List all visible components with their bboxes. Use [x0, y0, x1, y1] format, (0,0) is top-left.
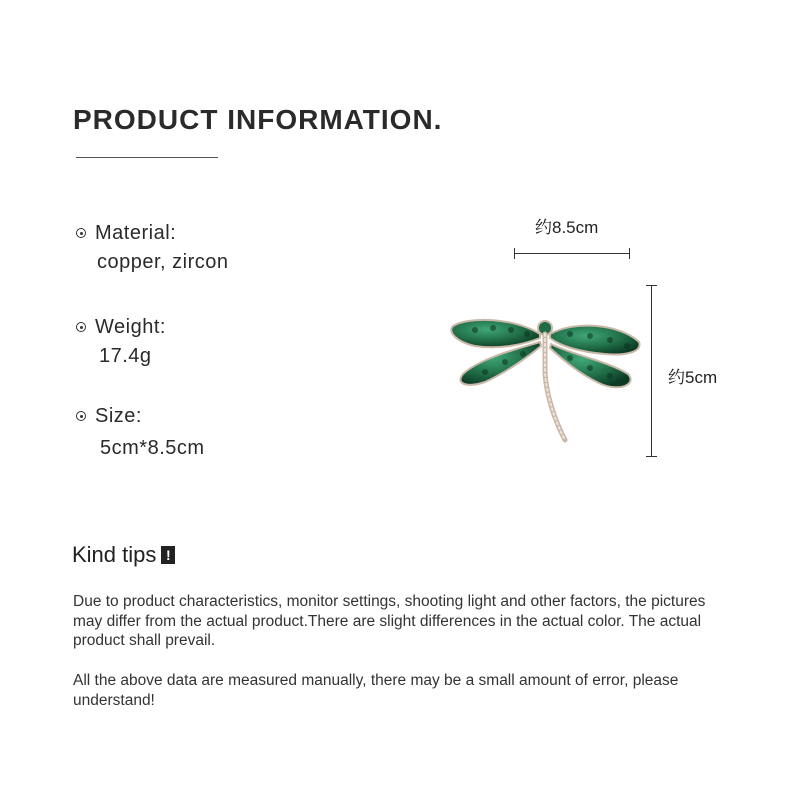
kind-tips-heading	[72, 542, 175, 568]
spec-value: copper, zircon	[97, 251, 229, 273]
title-underline	[76, 157, 218, 158]
spec-value: 5cm*8.5cm	[100, 437, 205, 459]
width-dimension-line	[514, 253, 630, 254]
width-dimension-label: 约8.5cm	[535, 218, 599, 237]
tips-paragraph-2: All the above data are measured manually, there may be a small amount of error, please understand!	[73, 672, 679, 709]
spec-label: Size:	[95, 404, 142, 427]
bullet-icon	[76, 322, 86, 332]
spec-material	[76, 221, 229, 274]
exclamation-icon: !	[161, 546, 175, 564]
page-title: PRODUCT INFORMATION.	[73, 104, 443, 135]
dragonfly-brooch-image	[445, 312, 645, 447]
height-dimension-label: 约5cm	[668, 368, 718, 387]
spec-weight	[76, 315, 166, 368]
spec-value: 17.4g	[99, 345, 152, 367]
tips-paragraph-1: Due to product characteristics, monitor settings, shooting light and other factors, the pictures may differ from the actual product.There are slight differences in the actual color. The actual product shall prevail.	[73, 593, 706, 649]
kind-tips-title: Kind tips	[72, 542, 157, 567]
bullet-icon	[76, 228, 86, 238]
spec-label: Weight:	[95, 315, 166, 338]
height-dimension-line	[651, 285, 652, 457]
spec-size	[76, 404, 205, 460]
spec-label: Material:	[95, 221, 177, 244]
bullet-icon	[76, 411, 86, 421]
